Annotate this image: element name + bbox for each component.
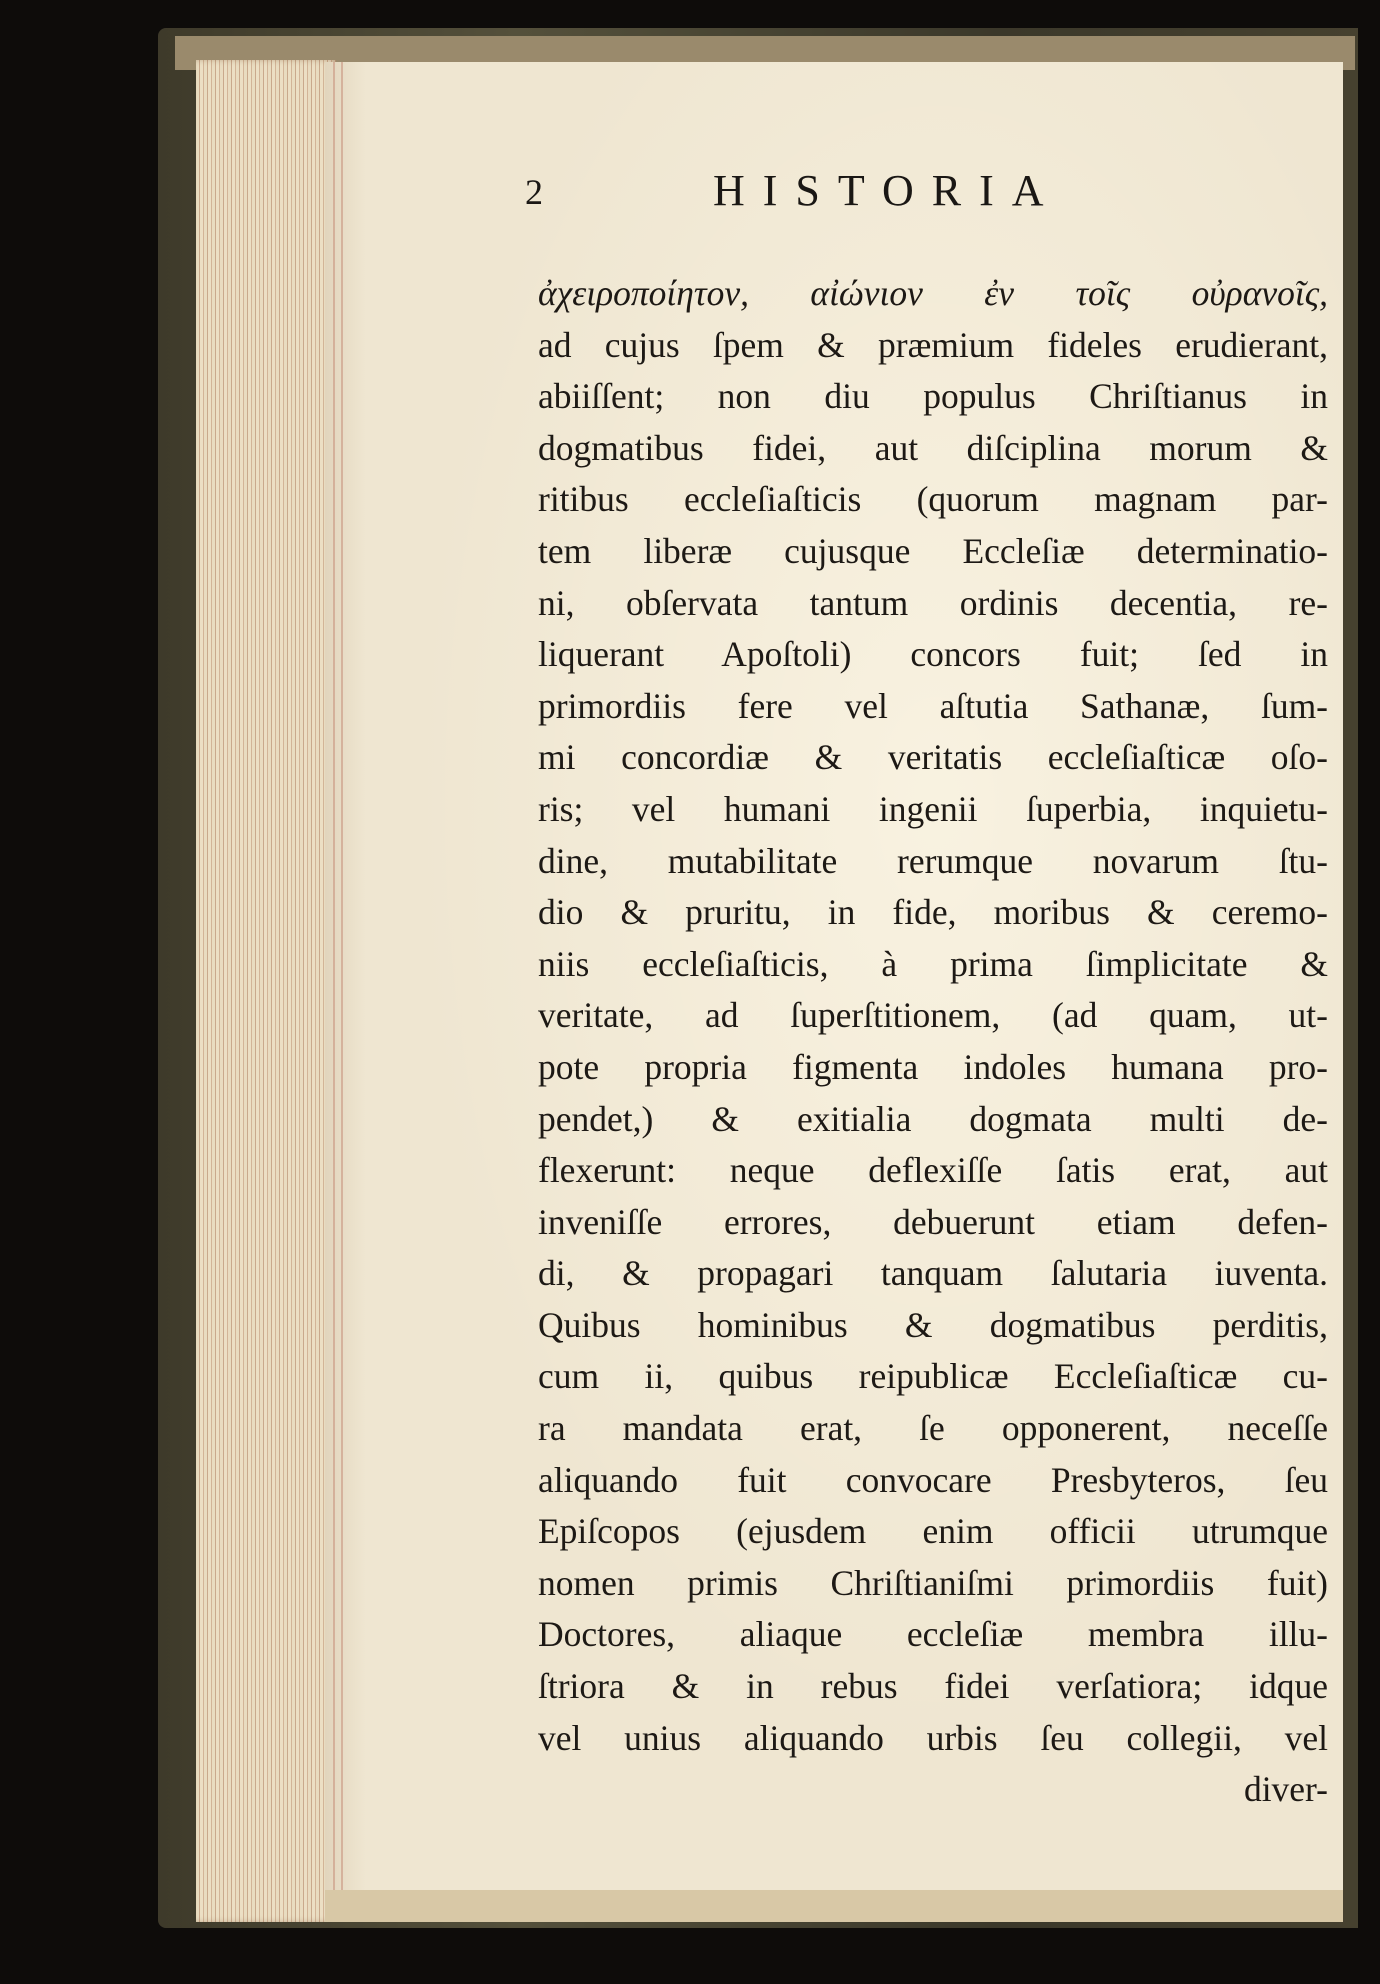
text-line: cum ii, quibus reipublicæ Eccleſiaſticæ cu- <box>538 1356 1328 1397</box>
body-text <box>538 268 1328 1816</box>
text-line: ſtriora & in rebus fidei verſatiora; idque <box>538 1666 1328 1707</box>
text-line: di, & propagari tanquam ſalutaria iuventa. <box>538 1253 1328 1294</box>
text-line: ris; vel humani ingenii ſuperbia, inquietu- <box>538 788 1328 829</box>
text-line: Doctores, aliaque eccleſiæ membra illu- <box>538 1614 1328 1655</box>
text-line: nomen primis Chriſtianiſmi primordiis fuit) <box>538 1562 1328 1603</box>
catchword: diver- <box>1243 1769 1328 1810</box>
gutter-rule <box>341 62 343 1920</box>
page-stack-edges <box>196 60 336 1922</box>
text-line: pote propria figmenta indoles humana pro- <box>538 1046 1328 1087</box>
text-line: flexerunt: neque deflexiſſe ſatis erat, aut <box>538 1150 1328 1191</box>
text-line: pendet,) & exitialia dogmata multi de- <box>538 1098 1328 1139</box>
text-line: ra mandata erat, ſe opponerent, neceſſe <box>538 1408 1328 1449</box>
running-title: HISTORIA <box>713 166 1062 215</box>
text-line: primordiis fere vel aſtutia Sathanæ, ſum- <box>538 685 1328 726</box>
text-line: dine, mutabilitate rerumque novarum ſtu- <box>538 840 1328 881</box>
text-line: veritate, ad ſuperſtitionem, (ad quam, ut- <box>538 995 1328 1036</box>
text-line: ritibus eccleſiaſticis (quorum magnam par- <box>538 479 1328 520</box>
text-line: niis eccleſiaſticis, à prima ſimplicitate & <box>538 943 1328 984</box>
text-line: aliquando fuit convocare Presbyteros, ſeu <box>538 1459 1328 1500</box>
text-line: dio & pruritu, in fide, moribus & ceremo- <box>538 892 1328 933</box>
text-line: tem liberæ cujusque Eccleſiæ determinatio- <box>538 530 1328 571</box>
text-line: inveniſſe errores, debuerunt etiam defen- <box>538 1201 1328 1242</box>
text-line: Epiſcopos (ejusdem enim officii utrumque <box>538 1511 1328 1552</box>
text-line: vel unius aliquando urbis ſeu collegii, vel <box>538 1717 1328 1758</box>
text-line: ni, obſervata tantum ordinis decentia, re- <box>538 582 1328 623</box>
running-head <box>525 163 1125 223</box>
text-line: Quibus hominibus & dogmatibus perditis, <box>538 1304 1328 1345</box>
text-line: liquerant Apoſtoli) concors fuit; ſed in <box>538 634 1328 675</box>
page-number: 2 <box>525 172 543 212</box>
gutter-rule <box>333 62 335 1920</box>
text-line: dogmatibus fidei, aut diſciplina morum & <box>538 427 1328 468</box>
text-line: ἀχειροποίητον, αἰώνιον ἐν τοῖς οὐρανοῖς, <box>538 273 1328 313</box>
text-line: mi concordiæ & veritatis eccleſiaſticæ oſo- <box>538 737 1328 778</box>
text-line: abiiſſent; non diu populus Chriſtianus in <box>538 376 1328 417</box>
page-bottom-edge <box>325 1890 1343 1922</box>
text-line: ad cujus ſpem & præmium fideles erudierant, <box>538 324 1328 365</box>
